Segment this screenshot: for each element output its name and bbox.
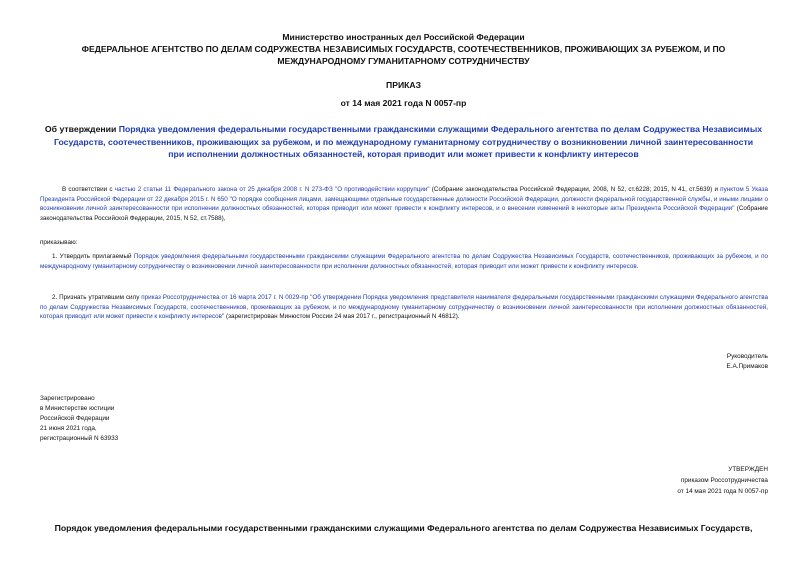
approval-line-2: приказом Россотрудничества [680,477,768,484]
order-word: приказываю: [40,239,78,246]
item-2-text: 2. Признать утратившим силу [52,294,142,301]
registration-line-2: в Министерстве юстиции [40,405,115,412]
document-title-line3 [0,148,807,161]
ministry-name: Министерство иностранных дел Российской Федерации [282,32,525,42]
title-link-part2[interactable]: Государств, соотечественников, проживающих за рубежом, и по международному гуманитарному сотрудничеству о возникновении личной заинтересованности [53,137,754,147]
agency-name-line2: МЕЖДУНАРОДНОМУ ГУМАНИТАРНОМУ СОТРУДНИЧЕСТВУ [277,56,530,66]
preamble-text-3: (Собрание законодательства Российской Федерации, 2015, N 52, ст.7588), [40,205,768,222]
item-2-paragraph [40,293,768,322]
procedure-link[interactable]: Порядок уведомления федеральными государственными гражданскими служащими Федерального агентства по делам Содружества Независимых Государств, соотечественников, проживающих за рубежом, и по международному гуманитарному сотрудничеству о возникновении личной заинтересованности при исполнении должностных обязанностей, которая приводит или может привести к конфликту интересов [40,253,768,270]
registration-line-1: Зарегистрировано [40,395,95,402]
decree-650-link[interactable]: пунктом 5 Указа Президента Российской Федерации от 22 декабря 2015 г. N 650 "О порядке сообщения лицами, замещающими отдельные государственные должности Российской Федерации, должности федеральной государственной службы, и иными лицами о возникновении личной заинтересованности при исполнении должностных обязанностей, которая приводит или может привести к конфликту интересов, и о внесении изменений в некоторые акты Президента Российской Федерации" [40,186,768,213]
order-0029-link[interactable]: приказ Россотрудничества от 16 марта 2017 г. N 0029-пр "Об утверждении Порядка уведомления представителя нанимателя федеральными государственными гражданскими служащими Федерального агентства по делам Содружества Независимых Государств, соотечественников, проживающих за рубежом, и по международному гуманитарному сотрудничеству о возникновении личной заинтересованности при исполнении должностных обязанностей, которая приводит или может привести к конфликту интересов" [40,294,768,321]
approval-line-1: УТВЕРЖДЕН [728,466,768,473]
appendix-title: Порядок уведомления федеральными государственными гражданскими служащими Федерального агентства по делам Содружества Независимых Государств, [54,523,753,533]
registration-line-3: Российской Федерации [40,415,110,422]
item-2-end: (зарегистрирован Минюстом России 24 мая 2017 г., регистрационный N 46812). [224,313,460,321]
item-1-text: 1. Утвердить прилагаемый [52,253,134,260]
title-link-part3[interactable]: при исполнении должностных обязанностей, которая приводит или может привести к конфликту интересов [168,149,639,159]
order-date: от 14 мая 2021 года N 0057-пр [340,98,467,108]
title-link-part1[interactable]: Порядка уведомления федеральными государственными гражданскими служащими Федерального агентства по делам Содружества Независимых [118,124,763,134]
item-1-end: . [636,262,639,270]
registration-line-4: 21 июня 2021 года, [40,425,97,432]
document-title-line1 [0,123,807,136]
law-273-link[interactable]: частью 2 статьи 11 Федерального закона от 25 декабря 2008 г. N 273-ФЗ "О противодействии коррупции" [114,186,430,193]
signatory-name: Е.А.Примаков [726,363,768,370]
preamble-text-1: В соответствии с [62,186,115,193]
order-type: ПРИКАЗ [386,80,421,90]
preamble-text-2: (Собрание законодательства Российской Федерации, 2008, N 52, ст.6228; 2015, N 41, ст.5639) и [429,186,721,193]
preamble-paragraph [40,185,768,223]
title-prefix: Об утверждении [44,124,119,134]
approval-line-3: от 14 мая 2021 года N 0057-пр [677,488,768,495]
signatory-role: Руководитель [726,353,768,360]
registration-line-5: регистрационный N 63933 [40,435,119,442]
agency-name-line1: ФЕДЕРАЛЬНОЕ АГЕНТСТВО ПО ДЕЛАМ СОДРУЖЕСТВА НЕЗАВИСИМЫХ ГОСУДАРСТВ, СООТЕЧЕСТВЕННИКОВ, ПРОЖИВАЮЩИХ ЗА РУБЕЖОМ, И ПО [81,44,726,54]
document-title-line2 [0,136,807,149]
item-1-paragraph [40,252,768,271]
